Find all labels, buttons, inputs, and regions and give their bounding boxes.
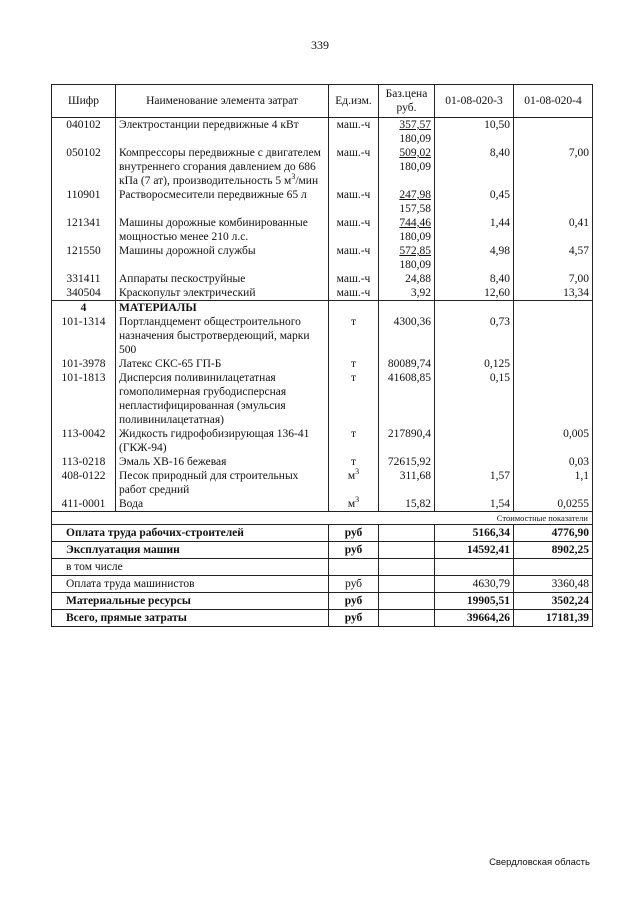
table-row (52, 497, 593, 512)
row-name: Песок природный для строительных работ средний (116, 469, 329, 497)
row-value-2 (514, 357, 593, 371)
section-code: 4 (52, 301, 116, 316)
row-price: 41608,85 (379, 371, 435, 427)
footer-region: Свердловская область (489, 857, 590, 868)
summary-value-2: 3502,24 (514, 593, 593, 610)
summary-value-2: 8902,25 (514, 542, 593, 559)
summary-row (52, 542, 593, 559)
table-row (52, 371, 593, 427)
row-price: 744,46 180,09 (379, 216, 435, 244)
row-unit: маш.-ч (329, 188, 379, 216)
row-price: 24,88 (379, 272, 435, 286)
row-code: 121550 (52, 244, 116, 272)
summary-row (52, 610, 593, 627)
row-value-2 (514, 118, 593, 147)
summary-value-1: 19905,51 (435, 593, 514, 610)
row-unit: маш.-ч (329, 286, 379, 301)
table-row (52, 469, 593, 497)
row-code: 101-1813 (52, 371, 116, 427)
row-value-1: 8,40 (435, 146, 514, 188)
row-value-1 (435, 427, 514, 455)
header-price: Баз.цена руб. (379, 85, 435, 118)
row-unit: т (329, 357, 379, 371)
summary-row (52, 559, 593, 576)
table-row (52, 118, 593, 147)
row-value-1: 0,125 (435, 357, 514, 371)
section-title: МАТЕРИАЛЫ (116, 301, 329, 316)
row-name: Вода (116, 497, 329, 512)
header-col1: 01-08-020-3 (435, 85, 514, 118)
row-name: Машины дорожной службы (116, 244, 329, 272)
table-row (52, 244, 593, 272)
row-price: 72615,92 (379, 455, 435, 469)
row-unit: $м^3$ (329, 469, 379, 497)
summary-value-1: 39664,26 (435, 610, 514, 627)
row-value-1: 4,98 (435, 244, 514, 272)
summary-unit: руб (329, 525, 379, 542)
row-value-2: 0,41 (514, 216, 593, 244)
summary-row (52, 576, 593, 593)
row-price: 15,82 (379, 497, 435, 512)
row-price: 4300,36 (379, 315, 435, 357)
row-value-2 (514, 371, 593, 427)
row-value-1: 1,44 (435, 216, 514, 244)
summary-row (52, 593, 593, 610)
row-value-2: 1,1 (514, 469, 593, 497)
row-value-2: 0,005 (514, 427, 593, 455)
summary-name: Оплата труда рабочих-строителей (52, 525, 329, 542)
row-price: 247,98 157,58 (379, 188, 435, 216)
row-value-1: 10,50 (435, 118, 514, 147)
row-name: Дисперсия поливинилацетатная гомополимерная грубодисперсная непластифицированная (эмульсия поливинилацетатная) (116, 371, 329, 427)
row-value-2: 7,00 (514, 146, 593, 188)
row-unit: т (329, 455, 379, 469)
row-name: Машины дорожные комбинированные мощностью менее 210 л.с. (116, 216, 329, 244)
summary-unit (329, 559, 379, 576)
row-price: 311,68 (379, 469, 435, 497)
summary-row (52, 525, 593, 542)
table-row (52, 146, 593, 188)
header-code: Шифр (52, 85, 116, 118)
row-unit: маш.-ч (329, 272, 379, 286)
row-code: 113-0042 (52, 427, 116, 455)
page-number: 339 (311, 38, 329, 52)
table-row (52, 286, 593, 301)
summary-name: Материальные ресурсы (52, 593, 329, 610)
header-unit: Ед.изм. (329, 85, 379, 118)
summary-name: Оплата труда машинистов (52, 576, 329, 593)
row-unit: маш.-ч (329, 118, 379, 147)
row-name: Растворосмесители передвижные 65 л (116, 188, 329, 216)
row-value-1: 0,15 (435, 371, 514, 427)
summary-value-2 (514, 559, 593, 576)
row-code: 121341 (52, 216, 116, 244)
table-row (52, 216, 593, 244)
summary-name: Эксплуатация машин (52, 542, 329, 559)
summary-unit: руб (329, 610, 379, 627)
row-name: Портландцемент общестроительного назначения быстротвердеющий, марки 500 (116, 315, 329, 357)
row-code: 340504 (52, 286, 116, 301)
table-row (52, 272, 593, 286)
row-value-2: 4,57 (514, 244, 593, 272)
summary-unit: руб (329, 593, 379, 610)
summary-name: Всего, прямые затраты (52, 610, 329, 627)
row-code: 110901 (52, 188, 116, 216)
row-value-1: 1,57 (435, 469, 514, 497)
row-code: 331411 (52, 272, 116, 286)
summary-value-1: 14592,41 (435, 542, 514, 559)
table-body (52, 118, 593, 627)
row-value-2 (514, 315, 593, 357)
table-row (52, 455, 593, 469)
section-materials (52, 301, 593, 316)
summary-value-1: 5166,34 (435, 525, 514, 542)
summary-value-2: 4776,90 (514, 525, 593, 542)
cost-caption: Стоимостные показатели (52, 512, 593, 525)
row-value-1 (435, 455, 514, 469)
row-name: Латекс СКС-65 ГП-Б (116, 357, 329, 371)
row-name: Эмаль ХВ-16 бежевая (116, 455, 329, 469)
table-row (52, 315, 593, 357)
row-code: 040102 (52, 118, 116, 147)
summary-value-2: 3360,48 (514, 576, 593, 593)
row-value-1: 1,54 (435, 497, 514, 512)
row-name: Аппараты пескоструйные (116, 272, 329, 286)
row-unit: маш.-ч (329, 146, 379, 188)
row-value-2: 7,00 (514, 272, 593, 286)
summary-value-2: 17181,39 (514, 610, 593, 627)
row-unit: маш.-ч (329, 244, 379, 272)
row-unit: т (329, 315, 379, 357)
table-row (52, 188, 593, 216)
summary-name: в том числе (52, 559, 329, 576)
summary-value-1: 4630,79 (435, 576, 514, 593)
row-code: 113-0218 (52, 455, 116, 469)
row-price: 357,57 180,09 (379, 118, 435, 147)
summary-value-1 (435, 559, 514, 576)
row-value-1: 0,73 (435, 315, 514, 357)
cost-table (51, 84, 593, 627)
cost-caption-row (52, 512, 593, 525)
row-price: 509,02 180,09 (379, 146, 435, 188)
row-unit: т (329, 371, 379, 427)
row-value-2: 0,03 (514, 455, 593, 469)
row-price: 80089,74 (379, 357, 435, 371)
summary-unit: руб (329, 576, 379, 593)
row-code: 101-3978 (52, 357, 116, 371)
row-value-1: 0,45 (435, 188, 514, 216)
row-price: 3,92 (379, 286, 435, 301)
row-name: Жидкость гидрофобизирующая 136-41 (ГКЖ-94) (116, 427, 329, 455)
row-name: Краскопульт электрический (116, 286, 329, 301)
row-value-2: 13,34 (514, 286, 593, 301)
table-row (52, 357, 593, 371)
row-code: 101-1314 (52, 315, 116, 357)
row-name: Электростанции передвижные 4 кВт (116, 118, 329, 147)
row-price: 217890,4 (379, 427, 435, 455)
row-code: 050102 (52, 146, 116, 188)
table-row (52, 427, 593, 455)
header-col2: 01-08-020-4 (514, 85, 593, 118)
table-header-row (52, 85, 593, 118)
row-unit: $м^3$ (329, 497, 379, 512)
row-value-1: 8,40 (435, 272, 514, 286)
row-code: 411-0001 (52, 497, 116, 512)
header-name: Наименование элемента затрат (116, 85, 329, 118)
row-value-2: 0,0255 (514, 497, 593, 512)
row-name: Компрессоры передвижные с двигателем внутреннего сгорания давлением до 686 кПа (7 ат), производительность 5 $м^3$/мин (116, 146, 329, 188)
row-value-1: 12,60 (435, 286, 514, 301)
row-price: 572,85 180,09 (379, 244, 435, 272)
row-code: 408-0122 (52, 469, 116, 497)
summary-unit: руб (329, 542, 379, 559)
row-value-2 (514, 188, 593, 216)
row-unit: т (329, 427, 379, 455)
row-unit: маш.-ч (329, 216, 379, 244)
